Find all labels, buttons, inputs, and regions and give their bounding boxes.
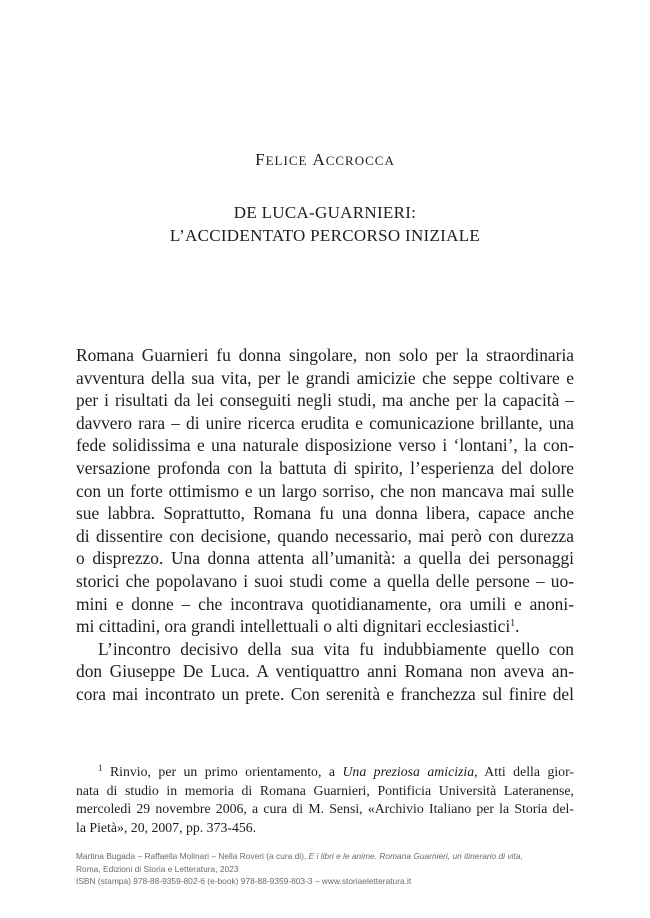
colophon-book-title: E i libri e le anime. Romana Guarnieri, un itinerario di vita [308, 851, 521, 861]
colophon-line: Roma, Edizioni di Storia e Letteratura, 2023 [76, 863, 239, 874]
colophon [76, 850, 574, 888]
body-line: fede solidissima e una naturale disposizione verso i ‘lontani’, la con- [76, 435, 574, 456]
body-line-indented: L’incontro decisivo della sua vita fu indubbiamente quello con [98, 638, 574, 659]
body-line: mini e donne – che incontrava quotidianamente, ora umili e anoni- [76, 593, 574, 614]
chapter-title-line-2: L’ACCIDENTATO PERCORSO INIZIALE [169, 226, 481, 245]
footnote [76, 763, 574, 837]
body-line: sue labbra. Soprattutto, Romana fu una donna libera, capace anche [76, 503, 574, 524]
footnote-line [76, 763, 574, 782]
body-line: Romana Guarnieri fu donna singolare, non solo per la straordinaria [76, 345, 574, 365]
body-line-text: mi cittadini, ora grandi intellettuali o alti dignitari ecclesiastici [76, 616, 511, 637]
body-line: davvero rara – di unire ricerca erudita e comunicazione brillante, una [76, 412, 574, 433]
footnote-line: mercoledì 29 novembre 2006, a cura di M. Sensi, «Archivio Italiano per la Storia del- [76, 801, 574, 817]
body-line: versazione profonda con la battuta di spirito, l’esperienza del dolore [76, 457, 574, 478]
body-line: di dissentire con decisione, quando necessario, mai però con durezza [76, 525, 574, 546]
body-text [76, 344, 574, 706]
author-last-name-rest: CCROCCA [325, 153, 395, 168]
colophon-text: Martina Bugada – Raffaella Molinari – Nella Roveri (a cura di), [76, 851, 309, 861]
footnote-text: , Atti della gior- [474, 764, 574, 779]
colophon-text: , [520, 851, 523, 861]
colophon-line: ISBN (stampa) 978-88-9359-802-6 (e-book) 978-88-9359-803-3 – www.storiaeletteratura.it [76, 876, 412, 886]
body-line: per i risultati da lei conseguiti negli studi, ma anche per la capacità – [76, 390, 574, 411]
body-line: cora mai incontrato un prete. Con serenità e franchezza sul finire del [76, 683, 574, 704]
author-initial: F [255, 150, 266, 169]
body-line-last: mi cittadini, ora grandi intellettuali o alti dignitari ecclesiastici$^1$. [76, 616, 520, 637]
author-first-name-rest: ELICE [265, 153, 308, 168]
chapter-title-line-1: DE LUCA-GUARNIERI: [233, 203, 417, 222]
footnote-italic-title: Una preziosa amicizia [342, 764, 475, 779]
author-initial: A [312, 150, 326, 169]
body-line: avventura della sua vita, per le grandi amicizie che seppe coltivare e [76, 367, 574, 388]
author-name [0, 150, 650, 170]
body-line: storici che popolavano i suoi studi come a quella delle persone – uo- [76, 570, 574, 591]
footnote-text: Rinvio, per un primo orientamento, a [109, 764, 343, 779]
chapter-title [0, 201, 650, 247]
body-line: don Giuseppe De Luca. A ventiquattro anni Romana non aveva an- [76, 661, 574, 682]
footnote-reference: 1 [510, 618, 516, 630]
footnote-line: nata di studio in memoria di Romana Guarnieri, Pontificia Università Lateranense, [76, 782, 574, 798]
footnote-number: 1 [98, 763, 103, 773]
body-line: con un forte ottimismo e un largo sorriso, che non mancava mai sulle [76, 480, 574, 501]
body-line: o disprezzo. Una donna attenta all’umanità: a quella dei personaggi [76, 548, 574, 569]
footnote-line: la Pietà», 20, 2007, pp. 373-456. [76, 819, 257, 835]
colophon-line [76, 850, 574, 863]
